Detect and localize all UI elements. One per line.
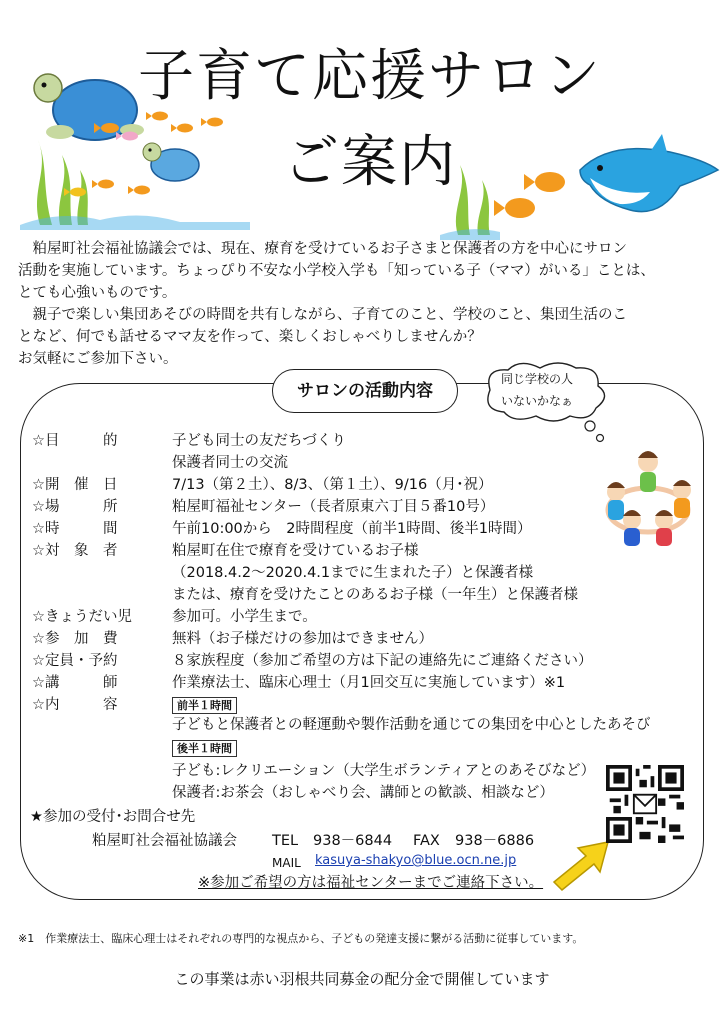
footnote: ※1 作業療法士、臨床心理士はそれぞれの専門的な視点から、子どもの発達支援に繋がる活動に従事しています。 <box>18 932 584 945</box>
info-value: 子ども同士の友だちづくり <box>172 433 346 449</box>
info-value: 参加可。小学生まで。 <box>172 609 317 625</box>
intro-line: お気軽にご参加下さい。 <box>18 351 178 367</box>
contact-heading: ★参加の受付･お問合せ先 <box>30 809 196 825</box>
page-title: 子育て応援サロン <box>138 44 602 109</box>
mail-label: MAIL <box>272 856 301 870</box>
fax-label: FAX <box>413 833 440 849</box>
info-value: 7/13（第２土）、8/3、（第１土）、9/16（月･祝） <box>172 477 493 493</box>
section-title: サロンの活動内容 <box>272 369 458 413</box>
orange-fish-icons <box>494 172 565 218</box>
info-value: 粕屋町福祉センター（長者原東六丁目５番10号） <box>172 499 495 515</box>
info-label: ☆定員・予約 <box>32 653 118 669</box>
qr-code[interactable] <box>606 765 684 843</box>
info-label: ☆時 間 <box>32 521 118 537</box>
info-value: ８家族程度（参加ご希望の方は下記の連絡先にご連絡ください） <box>172 653 593 669</box>
bubble-line: いないかなぁ <box>500 394 573 408</box>
sea-floor <box>20 215 250 230</box>
small-turtle-icon <box>143 143 199 181</box>
children-circle-illustration <box>598 440 698 550</box>
info-value: （2018.4.2～2020.4.1までに生まれた子）と保護者様 <box>172 565 534 581</box>
info-value: 粕屋町在住で療育を受けているお子様 <box>172 543 419 559</box>
big-turtle-icon <box>34 74 144 140</box>
info-value: 午前10:00から 2時間程度（前半1時間、後半1時間） <box>172 521 532 537</box>
info-value: または、療育を受けたことのあるお子様（一年生）と保護者様 <box>172 587 578 603</box>
contact-org: 粕屋町社会福祉協議会 <box>92 833 237 849</box>
contact-notice: ※参加ご希望の方は福祉センターまでご連絡下さい。 <box>198 875 544 891</box>
footer-text: この事業は赤い羽根共同募金の配分金で開催しています <box>174 970 550 988</box>
info-label: ☆きょうだい児 <box>32 609 132 625</box>
first-half-tag: 前半１時間 <box>172 697 237 714</box>
intro-line: 親子で楽しい集団あそびの時間を共有しながら、子育てのこと、学校のこと、集団生活のこ <box>18 307 627 323</box>
info-label: ☆開 催 日 <box>32 477 118 493</box>
intro-line: 活動を実施しています。ちょっぴり不安な小学校入学も「知っている子（ママ）がいる」ことは、 <box>18 263 655 279</box>
first-half-text: 子どもと保護者との軽運動や製作活動を通じての集団を中心としたあそび <box>172 717 651 733</box>
intro-line: となど、何でも話せるママ友を作って、楽しくおしゃべりしませんか？ <box>18 329 482 345</box>
child-icon <box>638 451 658 492</box>
seaweed-left-icon <box>37 140 88 225</box>
mail-link[interactable]: kasuya-shakyo@blue.ocn.ne.jp <box>315 853 517 868</box>
dolphin-icon <box>580 134 718 212</box>
info-label: ☆講 師 <box>32 675 118 691</box>
info-label: ☆目 的 <box>32 433 118 449</box>
intro-line: とても心強いものです。 <box>18 285 177 301</box>
info-label: ☆場 所 <box>32 499 118 515</box>
tel-label: TEL <box>272 833 299 849</box>
info-value: 保護者同士の交流 <box>172 455 288 471</box>
page-subtitle: ご案内 <box>283 130 457 195</box>
info-label: ☆対 象 者 <box>32 543 118 559</box>
info-value: 作業療法士、臨床心理士（月1回交互に実施しています）※1 <box>172 675 566 691</box>
child-icon <box>673 480 691 518</box>
second-half-children: 子ども:レクリエーション（大学生ボランティアとのあそびなど） <box>172 763 596 779</box>
info-label: ☆内 容 <box>32 697 118 713</box>
fax-number: 938－6886 <box>455 833 535 849</box>
intro-line: 粕屋町社会福祉協議会では、現在、療育を受けているお子さまと保護者の方を中心にサロン <box>18 241 627 257</box>
info-value: 無料（お子様だけの参加はできません） <box>172 631 433 647</box>
second-half-parents: 保護者:お茶会（おしゃべり会、講師との歓談、相談など） <box>172 785 554 801</box>
bubble-line: 同じ学校の人 <box>500 372 573 386</box>
info-label: ☆参 加 費 <box>32 631 118 647</box>
bubble-text <box>482 368 592 412</box>
arrow-icon <box>548 838 614 892</box>
intro-text <box>18 238 708 370</box>
second-half-tag: 後半１時間 <box>172 740 237 757</box>
tel-number: 938－6844 <box>313 833 393 849</box>
